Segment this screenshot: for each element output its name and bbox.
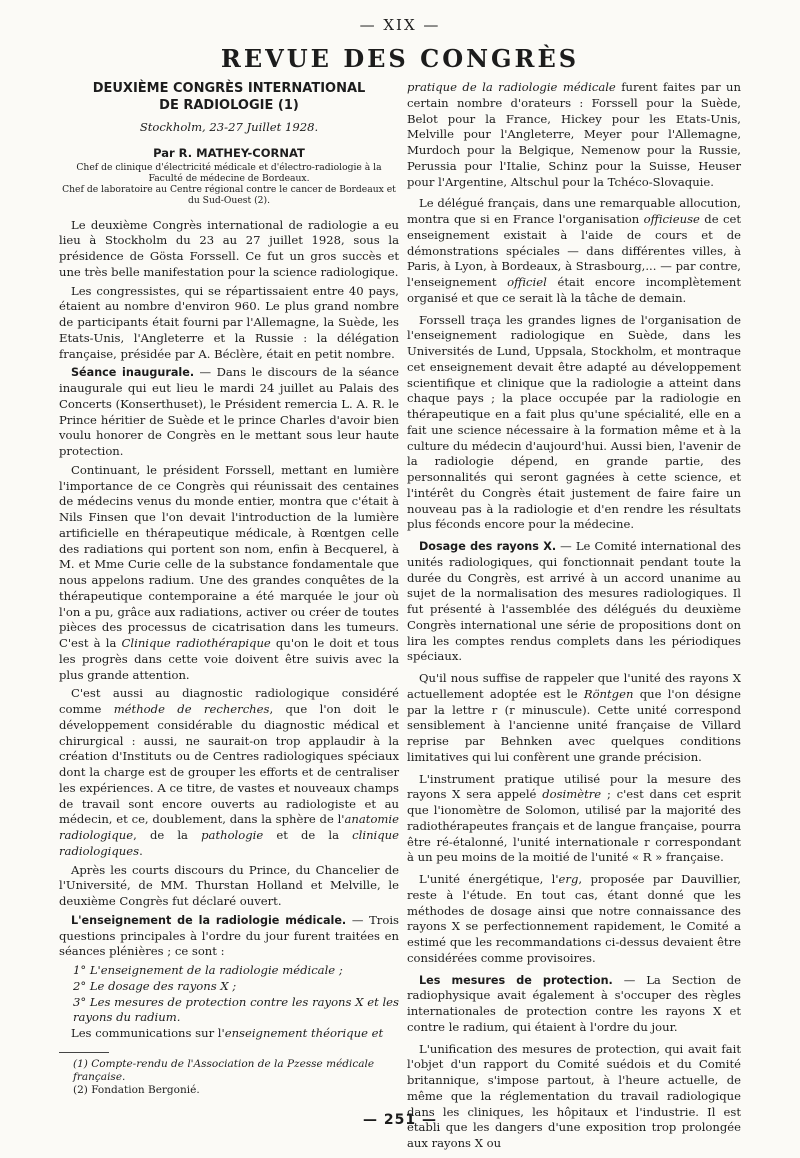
paragraph <box>407 772 741 867</box>
paragraph <box>59 1026 399 1042</box>
paragraph: Après les courts discours du Prince, du Chancelier de l'Université, de MM. Thurstan Holland et Melville, le deuxième Congrès fut déclaré ouvert. <box>59 862 399 908</box>
footnote: (1) Compte-rendu de l'Association de la Pzesse médicale française. <box>73 1058 375 1083</box>
run-in-heading: L'enseignement de la radiologie médicale. <box>71 913 347 927</box>
run-in-heading: Les mesures de protection. <box>419 973 613 987</box>
paragraph-text: — Dans le discours de la séance inaugurale qui eut lieu le mardi 24 juillet au Palais des Concerts (Konserthuset), le Président remercia L. A. R. le Prince héritier de Suède et le prince Charles d'avoir bien voulu honorer de Congrès en le mettant sous leur haute protection. <box>59 365 399 458</box>
list-item: 2° Le dosage des rayons X ; <box>73 978 237 993</box>
article-title-line-2: DE RADIOLOGIE (1) <box>159 98 299 113</box>
paragraph-text: que l'on désigne par la lettre r (r minuscule). Cette unité correspond sensiblement à l'ancienne unité française de Villard reprise par Behnken avec quelques conditions limitatives qui lui confèrent une grande précision. <box>407 686 741 764</box>
paragraph-text: Le délégué français, dans une remarquable allocution, montra que si en France l'organisation <box>407 196 741 226</box>
footnote: (2) Fondation Bergonié. <box>73 1084 200 1096</box>
paragraph <box>407 196 741 306</box>
affiliation-line-1: Chef de clinique d'électricité médicale et d'électro-radiologie à la Faculté de médecine de Bordeaux. <box>76 161 382 184</box>
italic-text: enseignement théorique et <box>224 1026 384 1040</box>
paragraph-text: Continuant, le président Forssell, mettant en lumière l'importance de ce Congrès qui réunissait des centaines de médecins venus du monde entier, montra que c'était à Nils Finsen que l'on devait l'introduction de la lumière artificielle en thérapeutique médicale, à Rœntgen celle des radiations qui portent son nom, enfin à Becquerel, à M. et Mme Curie celle de la substance fondamentale que nous appelons radium. Une des grandes conquêtes de la thérapeutique contemporaine a été marquée le jour où l'on a pu, grâce aux radiations, activer ou créer de toutes pièces des processus de cicatrisation dans les tumeurs. C'est à la <box>59 462 399 650</box>
paragraph-text: . <box>139 843 143 858</box>
italic-text: clinique radiologiques <box>59 828 399 858</box>
paragraph-text: , proposée par Dauvillier, reste à l'étude. En tout cas, étant donné que les méthodes de dosage ainsi que notre connaissance des rayons X se perfectionnement rapidement, le Comité a estimé que les recommandations ci-dessus devaient être considérées comme provisoires. <box>407 872 741 965</box>
paragraph: Les congressistes, qui se répartissaient entre 40 pays, étaient au nombre d'environ 960. Le plus grand nombre de participants était fourni par l'Allemagne, la Suède, les Etats-Unis, l'Angleterre et la Russie : la délégation française, présidée par A. Béclère, était en petit nombre. <box>59 283 399 361</box>
list-item: 1° L'enseignement de la radiologie médicale ; <box>73 963 343 977</box>
paragraph-text: — Le Comité international des unités radiologiques, qui fonctionnait pendant toute la durée du Congrès, est arrivé à un accord unanime au sujet de la normalisation des mesures radiologiques. Il fut présenté à l'assemblée des délégués du deuxième Congrès international une série de propositions dont on lira les comptes rendus complets dans les périodiques spéciaux. <box>407 539 741 664</box>
paragraph: Le deuxième Congrès international de radiologie a eu lieu à Stockholm du 23 au 27 juillet 1928, sous la présidence de Gösta Forssell. Ce fut un gros succès et une très belle manifestation pour la science radiologique. <box>59 217 399 279</box>
author-affiliation <box>59 162 399 206</box>
italic-text: officiel <box>507 275 547 289</box>
italic-text: pathologie <box>201 828 264 842</box>
footnotes <box>59 1058 399 1097</box>
paragraph-text: L'instrument pratique utilisé pour la mesure des rayons X sera appelé <box>407 771 741 802</box>
paragraph <box>407 539 741 665</box>
paragraph-text: C'est aussi au diagnostic radiologique considéré comme <box>59 686 399 716</box>
paragraph-text: était encore incomplètement organisé et que ce serait là la tâche de demain. <box>407 275 741 305</box>
paragraph-text: , que l'on doit le développement considérable du diagnostic médical et chirurgical : aussi, ne saurait-on trop applaudir à la création d'Instituts ou de Centres radiologiques spéciaux dont la charge est de grouper les efforts et de centraliser les expériences. A ce titre, de vastes et nouveaux champs de travail sont encore ouverts au radiologiste et au médecin, et ce, doublement, dans la sphère de l' <box>59 702 400 827</box>
left-column <box>59 80 399 1045</box>
paragraph <box>59 463 399 684</box>
italic-text: Clinique radiothérapique <box>121 636 271 650</box>
right-column <box>407 80 741 1158</box>
paragraph-text: furent faites par un certain nombre d'orateurs : Forssell pour la Suède, Belot pour la France, Hickey pour les Etats-Unis, Melville pour l'Angleterre, Meyer pour l'Allemagne, Murdoch pour la Belgique, Nemenow pour la Russie, Perussia pour l'Italie, Schinz pour la Suisse, Heuser pour l'Argentine, Altschul pour la Tchéco-Slovaquie. <box>407 80 741 189</box>
paragraph-text: ; c'est dans cet esprit que l'ionomètre de Solomon, utilisé par la majorité des radiothérapeutes français et de langue française, pourra être ré-étalonné, l'unité internationale r correspondant à un peu moins de la moitié de l'unité « R » française. <box>407 787 741 865</box>
paragraph <box>407 671 741 766</box>
paragraph <box>59 686 399 859</box>
section-banner: REVUE DES CONGRÈS <box>220 44 580 73</box>
italic-text: erg <box>558 872 579 886</box>
agenda-list <box>59 963 399 1026</box>
affiliation-line-2: Chef de laboratoire au Centre régional contre le cancer de Bordeaux et du Sud-Ouest (2). <box>62 183 396 206</box>
italic-text: pratique de la radiologie médicale <box>407 80 616 94</box>
paragraph-text: de cet enseignement existait à l'aide de cours et de démonstrations spéciales — dans différentes villes, à Paris, à Lyon, à Bordeaux, à Strasbourg,... — par contre, l'enseignement <box>407 212 741 289</box>
page-header-roman: — XIX — <box>359 16 441 34</box>
page-number: — 251 — <box>363 1112 437 1128</box>
paragraph-text: , de la <box>133 828 202 842</box>
paragraph <box>59 365 399 460</box>
paragraph-text: et de la <box>263 828 353 842</box>
paragraph-text: L'unité énergétique, l' <box>419 872 559 886</box>
paragraph: L'unification des mesures de protection, qui avait fait l'objet d'un rapport du Comité suédois et du Comité britannique, s'impose partout, à l'heure actuelle, de même que la réglementation du travail radiologique dans les cliniques, les hôpitaux et l'industrie. Il est établi que les dangers d'une exposition trop prolongée aux rayons X ou <box>407 1041 741 1150</box>
italic-text: anatomie radiologique <box>59 812 399 842</box>
footnote-divider <box>59 1052 109 1053</box>
list-item: 3° Les mesures de protection contre les rayons X et les rayons du radium. <box>73 994 399 1025</box>
italic-text: Röntgen <box>583 686 634 701</box>
italic-text: dosimètre <box>542 787 602 802</box>
paragraph <box>59 913 399 960</box>
article-title-line-1: DEUXIÈME CONGRÈS INTERNATIONAL <box>92 81 366 96</box>
author-byline: Par R. MATHEY-CORNAT <box>153 145 305 160</box>
paragraph <box>407 80 741 190</box>
dateline: Stockholm, 23-27 Juillet 1928. <box>139 120 319 134</box>
run-in-heading: Séance inaugurale. <box>71 366 195 380</box>
paragraph-text: — La Section de radiophysique avait également à s'occuper des règles internationales de protection contre les rayons X et contre le radium, qui étaient à l'ordre du jour. <box>407 972 741 1034</box>
paragraph-text: qu'on le doit et tous les progrès dans cette voie doivent être suivis avec la plus grande attention. <box>59 636 399 682</box>
paragraph <box>407 872 741 967</box>
run-in-heading: Dosage des rayons X. <box>419 540 557 553</box>
italic-text: méthode de recherches <box>113 702 270 716</box>
paragraph-text: — Trois questions principales à l'ordre du jour furent traitées en séances plénières ; ce sont : <box>59 912 399 959</box>
paragraph-text: Les communications sur l' <box>71 1026 225 1040</box>
paragraph <box>407 973 741 1036</box>
paragraph-text: Qu'il nous suffise de rappeler que l'unité des rayons X actuellement adoptée est le <box>407 671 741 701</box>
italic-text: officieuse <box>643 212 700 226</box>
paragraph: Forssell traça les grandes lignes de l'organisation de l'enseignement radiologique en Suède, dans les Universités de Lund, Uppsala, Stockholm, et montraque cet enseignement devait être adapté au développement scientifique et clinique que la radiologie a atteint dans chaque pays ; la place occupée par la radiologie en thérapeutique en a fait plus qu'une spécialité, elle en a fait une science nécessaire à la formation même et à la culture du médecin d'aujourd'hui. Aussi bien, l'avenir de la radiologie dépend, en grande partie, des personnalités qui seront gagnées à cette science, et l'intérêt du Congrès était justement de faire faire un nouveau pas à la radiologie et d'en rendre les résultats plus féconds encore pour la médecine. <box>407 312 741 532</box>
